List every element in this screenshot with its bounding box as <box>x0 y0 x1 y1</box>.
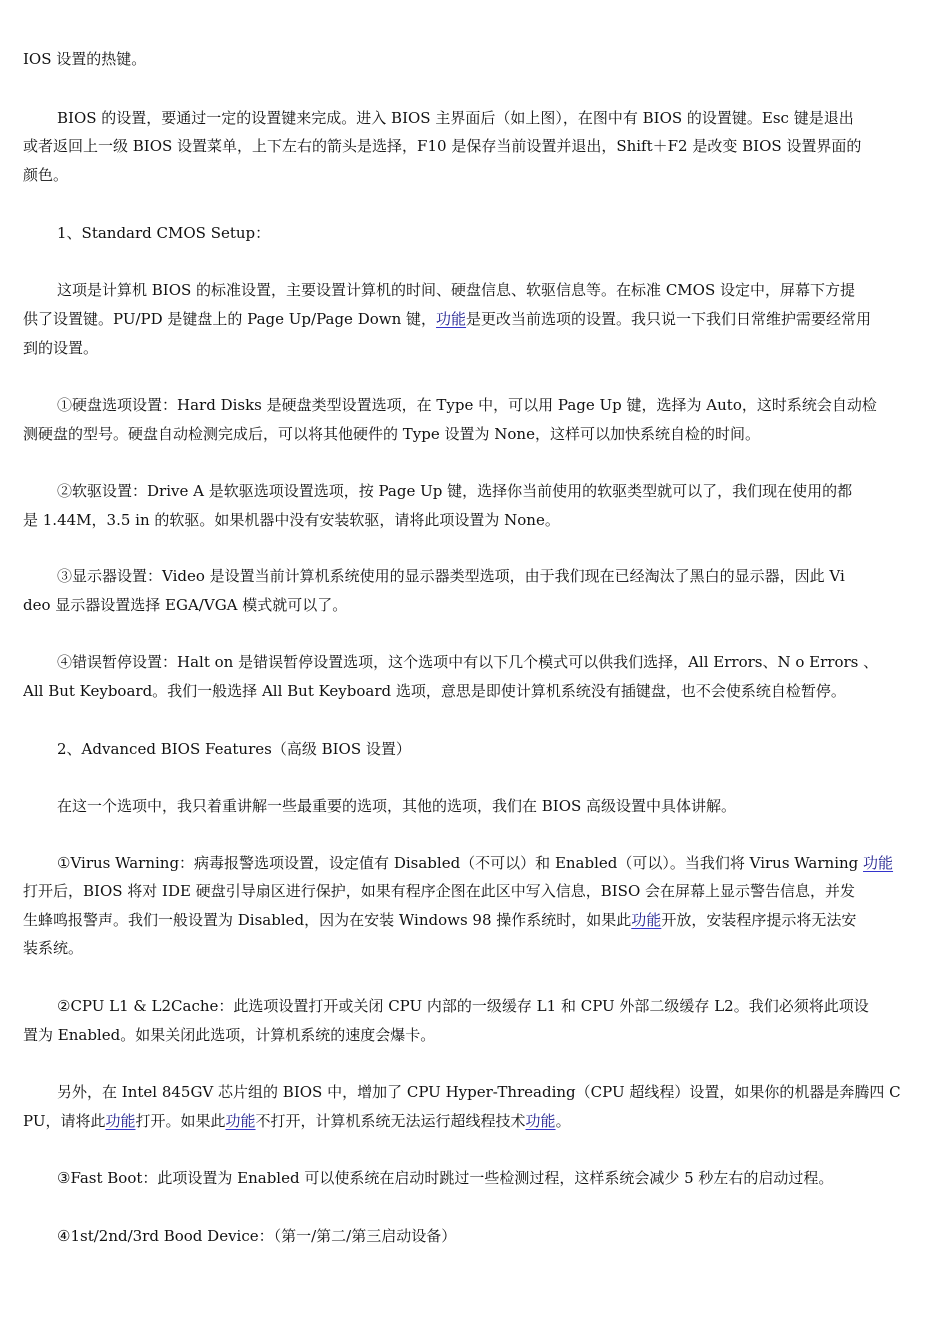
paragraph-line <box>23 596 928 616</box>
line-text: BIOS 的设置，要通过一定的设置键来完成。进入 BIOS 主界面后（如上图），在图中有 BIOS 的设置键。Esc 键是退出 <box>57 109 854 127</box>
paragraph-line <box>57 997 928 1017</box>
paragraph-line <box>23 166 928 186</box>
paragraph-line <box>23 137 928 157</box>
paragraph-line <box>57 653 928 673</box>
paragraph-line <box>57 1083 928 1103</box>
line-text: 这项是计算机 BIOS 的标准设置，主要设置计算机的时间、硬盘信息、软驱信息等。在标准 CMOS 设定中，屏幕下方提 <box>57 281 856 299</box>
paragraph-line <box>23 310 928 330</box>
paragraph-line <box>57 281 928 301</box>
paragraph-line <box>23 882 928 902</box>
heading-text: 1、Standard CMOS Setup： <box>57 224 271 242</box>
paragraph-line <box>23 939 928 959</box>
line-text: 是 1.44M，3.5 in 的软驱。如果机器中没有安装软驱，请将此项设置为 None。 <box>23 511 560 529</box>
line-text: 或者返回上一级 BIOS 设置菜单，上下左右的箭头是选择，F10 是保存当前设置并退出，Shift＋F2 是改变 BIOS 设置界面的 <box>23 137 862 155</box>
paragraph-line <box>57 396 928 416</box>
line-text: 不打开，计算机系统无法运行超线程技术 <box>255 1112 526 1130</box>
line-text: 置为 Enabled。如果关闭此选项，计算机系统的速度会爆卡。 <box>23 1026 436 1044</box>
line-text: ②CPU L1 & L2Cache：此选项设置打开或关闭 CPU 内部的一级缓存 L1 和 CPU 外部二级缓存 L2。我们必须将此项设 <box>57 997 869 1015</box>
paragraph-line <box>57 1169 928 1189</box>
paragraph-line <box>57 854 928 874</box>
line-text: 打开。如果此 <box>135 1112 226 1130</box>
line-text: 打开后，BIOS 将对 IDE 硬盘引导扇区进行保护，如果有程序企图在此区中写入信息，BISO 会在屏幕上显示警告信息，并发 <box>23 882 856 900</box>
line-text: ②软驱设置：Drive A 是软驱选项设置选项，按 Page Up 键，选择你当前使用的软驱类型就可以了，我们现在使用的都 <box>57 482 853 500</box>
paragraph-line <box>57 1227 928 1247</box>
line-text: ①Virus Warning：病毒报警选项设置，设定值有 Disabled（不可以）和 Enabled（可以）。当我们将 Virus Warning <box>57 854 864 872</box>
paragraph-line <box>57 482 928 502</box>
function-link[interactable]: 功能 <box>436 310 467 328</box>
paragraph-line <box>23 911 928 931</box>
function-link[interactable]: 功能 <box>863 854 894 872</box>
paragraph-line <box>23 1112 928 1132</box>
line-text: ③Fast Boot：此项设置为 Enabled 可以使系统在启动时跳过一些检测过程，这样系统会减少 5 秒左右的启动过程。 <box>57 1169 834 1187</box>
line-text: 到的设置。 <box>23 339 99 357</box>
paragraph-line <box>23 511 928 531</box>
line-text: ①硬盘选项设置：Hard Disks 是硬盘类型设置选项，在 Type 中，可以用 Page Up 键，选择为 Auto，这时系统会自动检 <box>57 396 877 414</box>
line-text: ④错误暂停设置：Halt on 是错误暂停设置选项，这个选项中有以下几个模式可以供我们选择，All Errors、N o Errors 、 <box>57 653 879 671</box>
line-text: 。 <box>555 1112 571 1130</box>
paragraph-line <box>57 109 928 129</box>
line-text: 在这一个选项中，我只着重讲解一些最重要的选项，其他的选项，我们在 BIOS 高级设置中具体讲解。 <box>57 797 737 815</box>
line-text: PU，请将此 <box>23 1112 106 1130</box>
function-link[interactable]: 功能 <box>631 911 662 929</box>
text-line <box>23 50 928 70</box>
line-text: 开放，安装程序提示将无法安 <box>661 911 857 929</box>
paragraph-line <box>57 797 928 817</box>
line-text: 测硬盘的型号。硬盘自动检测完成后，可以将其他硬件的 Type 设置为 None，这样可以加快系统自检的时间。 <box>23 425 760 443</box>
line-text: ③显示器设置：Video 是设置当前计算机系统使用的显示器类型选项，由于我们现在已经淘汰了黑白的显示器，因此 Vi <box>57 567 845 585</box>
line-text: 另外，在 Intel 845GV 芯片组的 BIOS 中，增加了 CPU Hyper-Threading（CPU 超线程）设置，如果你的机器是奔腾四 C <box>57 1083 901 1101</box>
line-text: 装系统。 <box>23 939 84 957</box>
line-text: 颜色。 <box>23 166 69 184</box>
line-text: IOS 设置的热键。 <box>23 50 147 68</box>
function-link[interactable]: 功能 <box>105 1112 136 1130</box>
line-text: All But Keyboard。我们一般选择 All But Keyboard 选项，意思是即使计算机系统没有插键盘，也不会使系统自检暂停。 <box>23 682 846 700</box>
paragraph-line <box>23 1026 928 1046</box>
line-text: 供了设置键。PU/PD 是键盘上的 Page Up/Page Down 键， <box>23 310 437 328</box>
section-heading <box>57 740 928 760</box>
heading-text: 2、Advanced BIOS Features（高级 BIOS 设置） <box>57 740 411 758</box>
paragraph-line <box>57 567 928 587</box>
section-heading <box>57 224 928 244</box>
paragraph-line <box>23 339 928 359</box>
paragraph-line <box>23 682 928 702</box>
paragraph-line <box>23 425 928 445</box>
line-text: deo 显示器设置选择 EGA/VGA 模式就可以了。 <box>23 596 348 614</box>
line-text: ④1st/2nd/3rd Bood Device：（第一/第二/第三启动设备） <box>57 1227 457 1245</box>
line-text: 生蜂鸣报警声。我们一般设置为 Disabled，因为在安装 Windows 98 操作系统时，如果此 <box>23 911 632 929</box>
function-link[interactable]: 功能 <box>525 1112 556 1130</box>
line-text: 是更改当前选项的设置。我只说一下我们日常维护需要经常用 <box>466 310 872 328</box>
function-link[interactable]: 功能 <box>225 1112 256 1130</box>
